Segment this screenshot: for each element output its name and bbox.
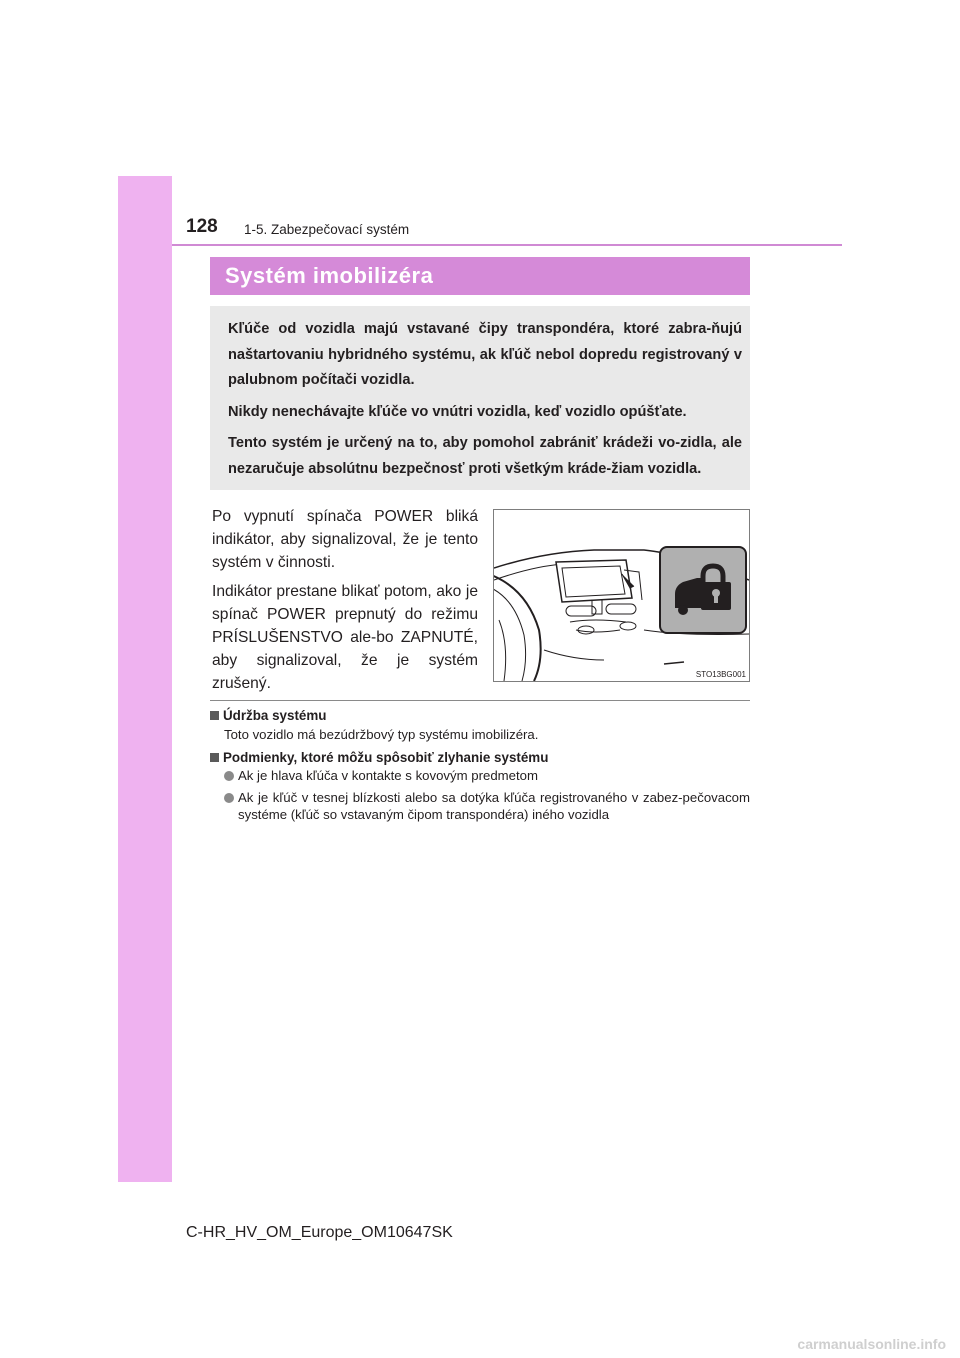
square-bullet-icon: [210, 753, 219, 762]
document-id: C-HR_HV_OM_Europe_OM10647SK: [186, 1224, 453, 1241]
notes-divider: [210, 700, 750, 701]
summary-paragraph: Tento systém je určený na to, aby pomohol zabrániť krádeži vo-zidla, ale nezaručuje absolútnu bezpečnosť proti všetkým kráde-žiam vozidla.: [228, 435, 742, 477]
square-bullet-icon: [210, 711, 219, 720]
body-paragraph: Po vypnutí spínača POWER bliká indikátor, aby signalizoval, že je tento systém v činnosti.: [212, 508, 478, 571]
summary-paragraph: Nikdy nenechávajte kľúče vo vnútri vozidla, keď vozidlo opúšťate.: [228, 403, 687, 420]
figure-code: STO13BG001: [695, 670, 746, 679]
watermark: carmanualsonline.info: [797, 1336, 946, 1352]
notes-section: [210, 705, 750, 828]
page-number: 128: [186, 216, 218, 237]
body-text: [212, 505, 478, 701]
list-item: [210, 789, 750, 824]
note-heading: [210, 706, 750, 725]
list-item-text: Ak je kľúč v tesnej blízkosti alebo sa dotýka kľúča registrovaného v zabez-pečovacom systéme (kľúč so vstavaným čipom transpondéra) iného vozidla: [238, 789, 750, 822]
note-heading-text: Údržba systému: [223, 708, 327, 723]
summary-box: [210, 306, 750, 490]
title-banner: [210, 257, 750, 295]
note-heading-text: Podmienky, ktoré môžu spôsobiť zlyhanie systému: [223, 750, 549, 765]
header-rule: [172, 244, 842, 246]
section-title: 1-5. Zabezpečovací systém: [244, 222, 410, 237]
note-text: Toto vozidlo má bezúdržbový typ systému imobilizéra.: [224, 727, 539, 742]
list-item: [210, 767, 750, 785]
circle-bullet-icon: [224, 771, 234, 781]
list-item-text: Ak je hlava kľúča v kontakte s kovovým predmetom: [238, 768, 538, 783]
dashboard-figure: [493, 509, 750, 682]
body-paragraph: Indikátor prestane blikať potom, ako je spínač POWER prepnutý do režimu PRÍSLUŠENSTVO ale-bo ZAPNUTÉ, aby signalizoval, že je systém zrušený.: [212, 583, 478, 692]
note-heading: [210, 748, 750, 767]
summary-paragraph: Kľúče od vozidla majú vstavané čipy transpondéra, ktoré zabra-ňujú naštartovaniu hybridného systému, ak kľúč nebol dopredu registrovaný v palubnom počítači vozidla.: [228, 321, 742, 388]
car-padlock-icon: [659, 546, 747, 634]
page-title: Systém imobilizéra: [225, 263, 434, 288]
side-tab: [118, 176, 172, 1182]
circle-bullet-icon: [224, 793, 234, 803]
